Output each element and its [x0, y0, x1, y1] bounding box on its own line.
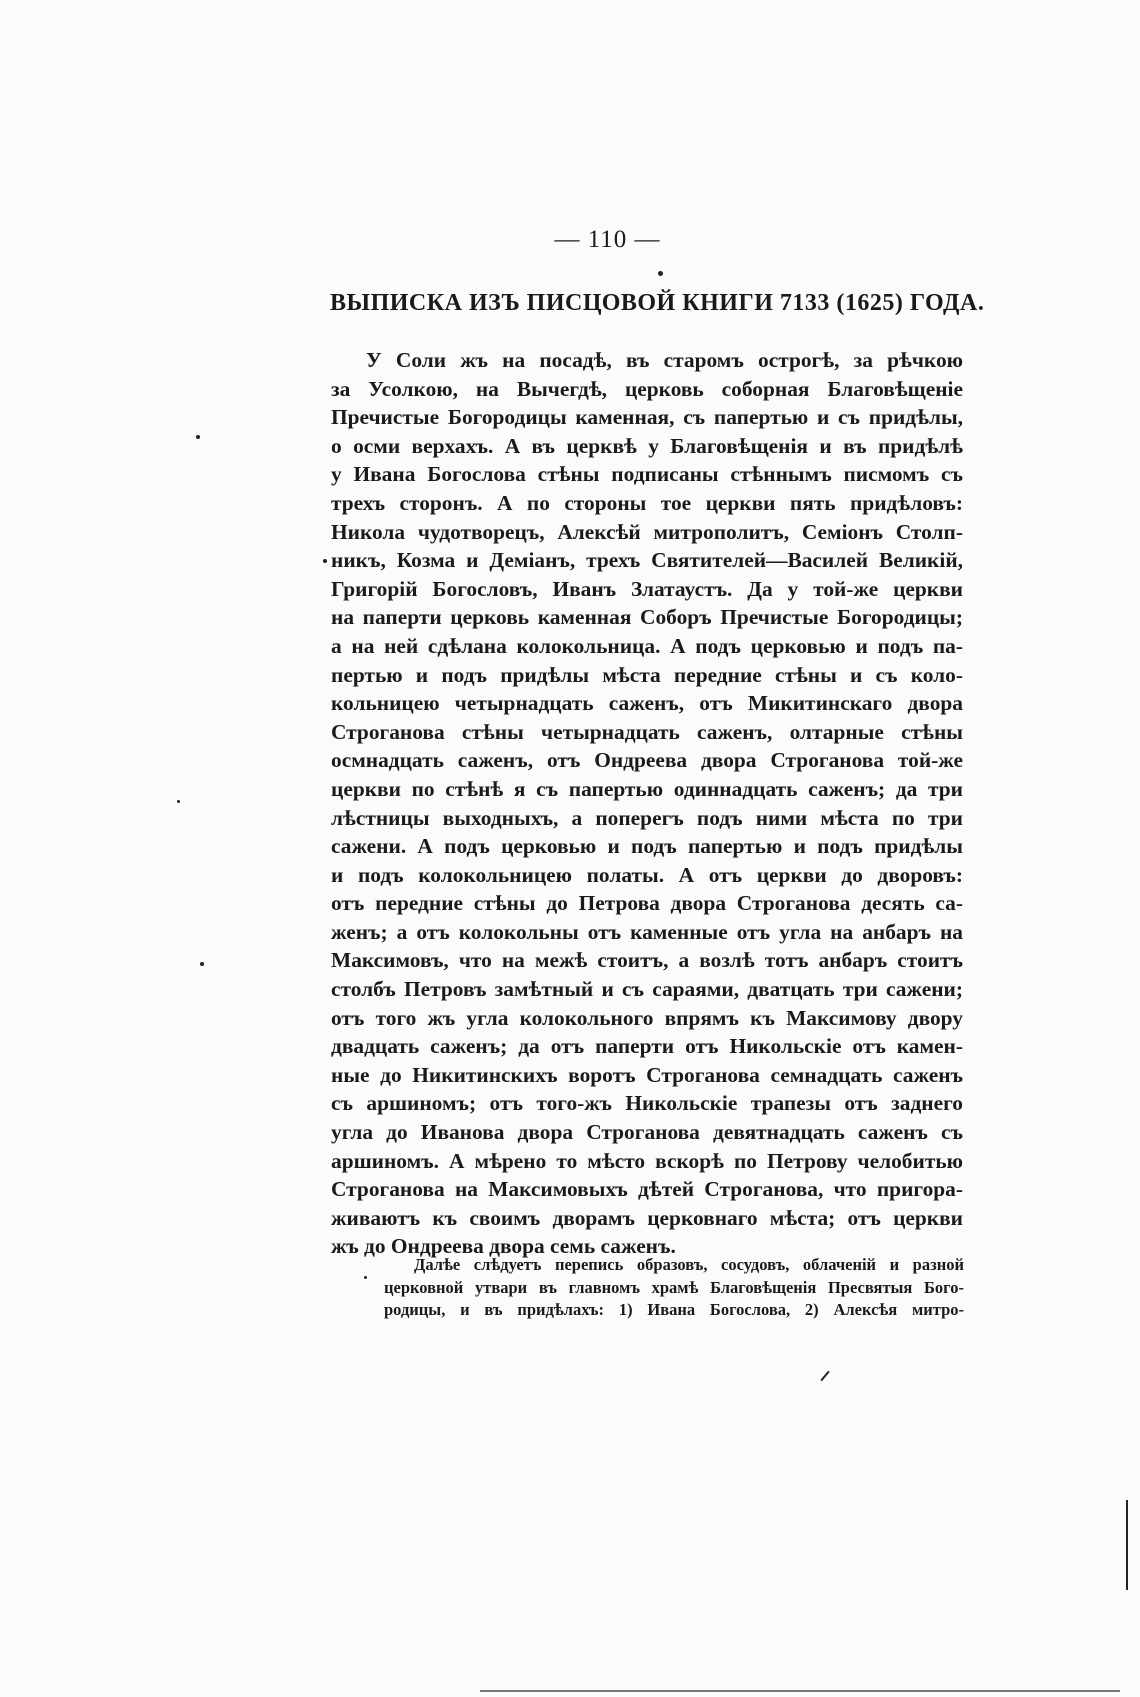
body-line: и подъ колокольницею полаты. А отъ церкви до дворовъ: [331, 862, 963, 887]
body-line: осмнадцать саженъ, отъ Ондреева двора Строганова той-же [331, 748, 963, 773]
body-line: живаютъ къ своимъ дворамъ церковнаго мѣста; отъ церкви [331, 1205, 963, 1230]
body-line: ные до Никитинскихъ воротъ Строганова семнадцать саженъ [331, 1062, 963, 1087]
body-line: на паперти церковь каменная Соборъ Пречистые Богородицы; [331, 605, 963, 630]
body-line: съ аршиномъ; отъ того-жъ Никольскіе трапезы отъ заднего [331, 1091, 963, 1116]
footnote-line: Далѣе слѣдуетъ перепись образовъ, сосудовъ, облаченій и разной [414, 1255, 964, 1274]
body-line: сажени. А подъ церковью и подъ папертью и подъ придѣлы [331, 834, 963, 859]
body-line: отъ передние стѣны до Петрова двора Строганова десять са- [331, 891, 963, 916]
body-line: пертью и подъ придѣлы мѣста передние стѣны и съ коло- [331, 662, 963, 687]
body-line: отъ того жъ угла колокольного впрямъ къ Максимову двору [331, 1005, 963, 1030]
body-line: церкви по стѣнѣ я съ папертью одиннадцать саженъ; да три [331, 776, 963, 801]
body-line: женъ; а отъ колокольны отъ каменные отъ угла на анбаръ на [331, 919, 963, 944]
body-line: столбъ Петровъ замѣтный и съ сараями, дватцать три сажени; [331, 977, 963, 1002]
scan-speck [364, 1276, 367, 1279]
body-line: двадцать саженъ; да отъ паперти отъ Никольскіе отъ камен- [331, 1034, 963, 1059]
document-title: ВЫПИСКА ИЗЪ ПИСЦОВОЙ КНИГИ 7133 (1625) ГОДА. [330, 290, 985, 316]
body-line: а на ней сдѣлана колокольница. А подъ церковью и подъ па- [331, 633, 963, 658]
body-line: лѣстницы выходныхъ, а поперегъ подъ ними мѣста по три [331, 805, 963, 830]
body-line: Строганова стѣны четырнадцать саженъ, олтарные стѣны [331, 719, 963, 744]
body-line: никъ, Козма и Деміанъ, трехъ Святителей—Василей Великій, [331, 548, 963, 573]
body-line: Пречистые Богородицы каменная, съ папертью и съ придѣлы, [331, 405, 963, 430]
body-line: Максимовъ, что на межѣ стоитъ, а возлѣ тотъ анбаръ стоитъ [331, 948, 963, 973]
body-line: Строганова на Максимовыхъ дѣтей Строганова, что пригора- [331, 1177, 963, 1202]
scan-speck [658, 271, 663, 276]
body-line: жъ до Ондреева двора семь саженъ. [331, 1234, 676, 1259]
body-line: угла до Иванова двора Строганова девятнадцать саженъ съ [331, 1120, 963, 1145]
body-line: о осми верхахъ. А въ церквѣ у Благовѣщенія и въ придѣлѣ [331, 433, 963, 458]
scan-speck [200, 962, 204, 966]
body-line: у Ивана Богослова стѣны подписаны стѣннымъ писмомъ съ [331, 462, 963, 487]
scan-mark [480, 1690, 1120, 1692]
footnote-line: родицы, и въ придѣлахъ: 1) Ивана Богослова, 2) Алексѣя митро- [384, 1300, 964, 1319]
body-text [331, 346, 963, 1261]
scan-speck [323, 559, 327, 563]
footnote-text [384, 1254, 964, 1322]
body-line: У Соли жъ на посадѣ, въ старомъ острогѣ, за рѣчкою [366, 348, 963, 372]
scan-speck [196, 435, 200, 439]
body-line: Григорій Богословъ, Иванъ Златаустъ. Да у той-же церкви [331, 576, 963, 601]
body-line: аршиномъ. А мѣрено то мѣсто вскорѣ по Петрову челобитью [331, 1148, 963, 1173]
body-line: кольницею четырнадцать саженъ, отъ Микитинскаго двора [331, 691, 963, 716]
scan-mark [820, 1371, 829, 1381]
body-line: за Усолкою, на Вычегдѣ, церковь соборная Благовѣщеніе [331, 376, 963, 401]
scan-mark [1126, 1500, 1128, 1590]
body-line: Никола чудотворецъ, Алексѣй митрополитъ, Семіонъ Столп- [331, 519, 963, 544]
footnote-line: церковной утвари въ главномъ храмѣ Благовѣщенія Пресвятыя Бого- [384, 1277, 964, 1297]
page-number: — 110 — [554, 226, 661, 253]
body-line: трехъ сторонъ. А по стороны тое церкви пять придѣловъ: [331, 490, 963, 515]
scan-speck [177, 800, 180, 803]
